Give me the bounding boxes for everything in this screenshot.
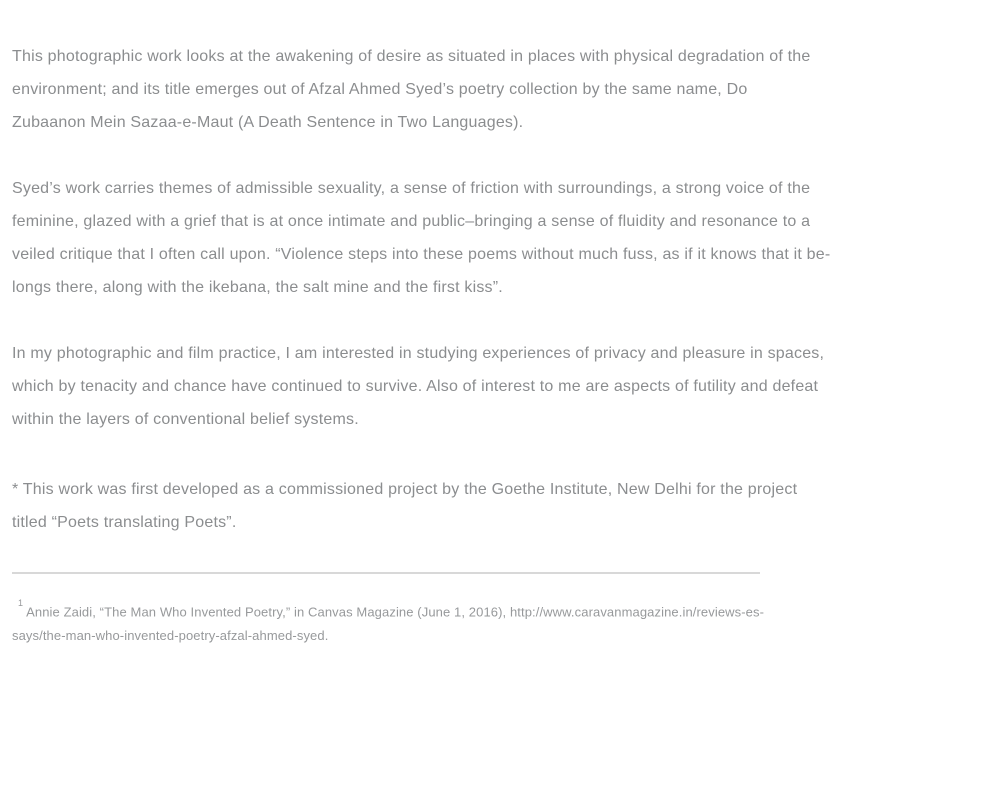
footnote (12, 595, 830, 649)
footnote-citation-line (12, 595, 830, 622)
footnote-citation-line: says/the-man-who-invented-poetry-afzal-ahmed-syed. (12, 628, 329, 643)
note-line: titled “Poets translating Poets”. (12, 514, 237, 531)
commission-note (12, 473, 830, 539)
paragraph-line: longs there, along with the ikebana, the salt mine and the first kiss”. (12, 279, 503, 296)
footnote-citation-text: Annie Zaidi, “The Man Who Invented Poetry,” in Canvas Magazine (June 1, 2016), http://www.caravanmagazine.in/reviews-es- (26, 604, 765, 620)
paragraph-intro (12, 40, 830, 139)
paragraph-line: This photographic work looks at the awakening of desire as situated in places with physical degradation of the (12, 48, 811, 65)
paragraph-line: environment; and its title emerges out of Afzal Ahmed Syed’s poetry collection by the same name, Do (12, 81, 748, 98)
note-line: * This work was first developed as a commissioned project by the Goethe Institute, New Delhi for the project (12, 481, 798, 498)
paragraph-line: Syed’s work carries themes of admissible sexuality, a sense of friction with surroundings, a strong voice of the (12, 180, 811, 197)
footnote-marker: 1 (18, 598, 24, 608)
paragraph-practice (12, 337, 830, 436)
paragraph-syed-themes (12, 172, 830, 304)
footnote-divider (12, 572, 760, 574)
paragraph-line: within the layers of conventional belief systems. (12, 411, 359, 428)
paragraph-line: feminine, glazed with a grief that is at once intimate and public–bringing a sense of fluidity and resonance to a (12, 213, 811, 230)
paragraph-line: Zubaanon Mein Sazaa-e-Maut (A Death Sentence in Two Languages). (12, 114, 524, 131)
paragraph-line: In my photographic and film practice, I am interested in studying experiences of privacy and pleasure in spaces, (12, 345, 825, 362)
paragraph-line: which by tenacity and chance have continued to survive. Also of interest to me are aspects of futility and defeat (12, 378, 819, 395)
paragraph-line: veiled critique that I often call upon. “Violence steps into these poems without much fuss, as if it knows that it be- (12, 246, 831, 263)
